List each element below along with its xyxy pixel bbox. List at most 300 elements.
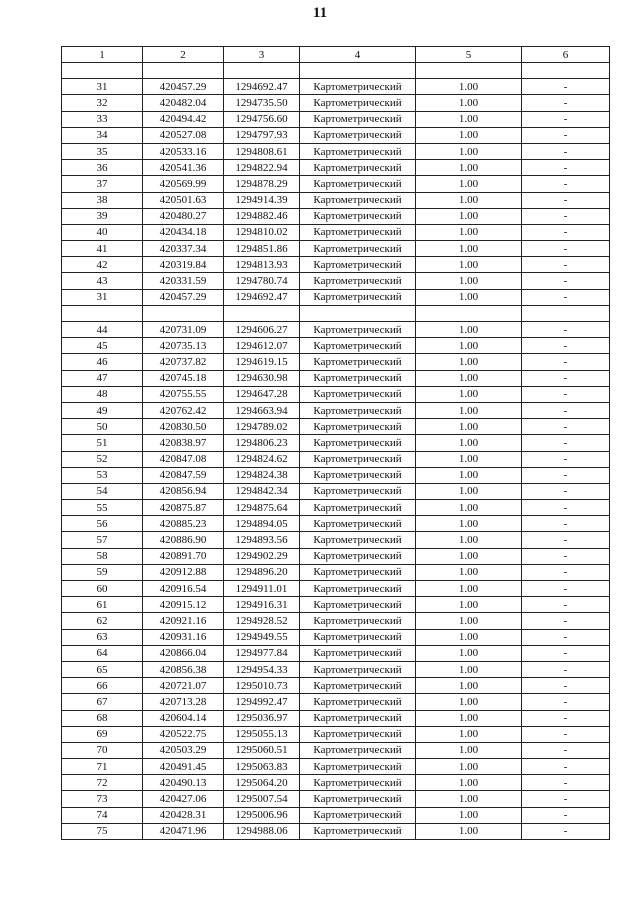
table-cell: 420921.16 <box>143 613 224 629</box>
table-cell: 1294735.50 <box>224 95 300 111</box>
table-cell: 420847.59 <box>143 467 224 483</box>
table-cell: Картометрический <box>300 710 416 726</box>
table-row <box>62 111 610 127</box>
table-cell: Картометрический <box>300 597 416 613</box>
table-row <box>62 176 610 192</box>
table-cell: 1294756.60 <box>224 111 300 127</box>
table-cell: 53 <box>62 467 143 483</box>
table-cell: 420737.82 <box>143 354 224 370</box>
table-cell: 68 <box>62 710 143 726</box>
table-cell: 39 <box>62 208 143 224</box>
table-row <box>62 516 610 532</box>
table-header <box>62 47 610 63</box>
table-cell: - <box>522 241 610 257</box>
table-cell: - <box>522 726 610 742</box>
table-cell: - <box>522 807 610 823</box>
table-cell: 1295060.51 <box>224 742 300 758</box>
table-cell: 1294810.02 <box>224 224 300 240</box>
table-cell: Картометрический <box>300 289 416 305</box>
table-cell: 420533.16 <box>143 143 224 159</box>
table-cell: 1295064.20 <box>224 775 300 791</box>
table-cell: 1.00 <box>416 532 522 548</box>
table-row <box>62 143 610 159</box>
table-cell: 1294896.20 <box>224 564 300 580</box>
table-row <box>62 710 610 726</box>
header-cell: 5 <box>416 47 522 63</box>
table-cell: 1.00 <box>416 775 522 791</box>
table-row <box>62 273 610 289</box>
header-row <box>62 47 610 63</box>
table-cell: 33 <box>62 111 143 127</box>
table-cell: 50 <box>62 419 143 435</box>
table-cell: 1294928.52 <box>224 613 300 629</box>
table-cell: - <box>522 532 610 548</box>
table-cell: Картометрический <box>300 208 416 224</box>
table-row <box>62 726 610 742</box>
table-cell: - <box>522 710 610 726</box>
table-row <box>62 467 610 483</box>
table-cell: - <box>522 338 610 354</box>
table-cell: 43 <box>62 273 143 289</box>
table-cell: 67 <box>62 694 143 710</box>
table-cell: 1.00 <box>416 726 522 742</box>
header-cell: 6 <box>522 47 610 63</box>
table-cell: 420856.94 <box>143 483 224 499</box>
table-cell: - <box>522 516 610 532</box>
table-cell: Картометрический <box>300 516 416 532</box>
table-cell: 420503.29 <box>143 742 224 758</box>
table-cell: 1.00 <box>416 710 522 726</box>
table-cell: Картометрический <box>300 726 416 742</box>
table-cell: 1294882.46 <box>224 208 300 224</box>
table-cell: 1295006.96 <box>224 807 300 823</box>
table-cell: 420731.09 <box>143 322 224 338</box>
table-cell: 1.00 <box>416 273 522 289</box>
table-cell: 1.00 <box>416 386 522 402</box>
table-cell: 1294630.98 <box>224 370 300 386</box>
table-cell: 420915.12 <box>143 597 224 613</box>
table-cell: Картометрический <box>300 143 416 159</box>
table-cell: - <box>522 742 610 758</box>
table-cell: 1.00 <box>416 289 522 305</box>
empty-cell <box>62 63 143 79</box>
table-cell: 31 <box>62 79 143 95</box>
table-cell: 1.00 <box>416 435 522 451</box>
table-cell: 420457.29 <box>143 79 224 95</box>
table-cell: - <box>522 127 610 143</box>
table-cell: 1.00 <box>416 467 522 483</box>
page-number: 11 <box>312 5 328 21</box>
table-row <box>62 127 610 143</box>
table-cell: 420830.50 <box>143 419 224 435</box>
table-row <box>62 791 610 807</box>
table-cell: 1294878.29 <box>224 176 300 192</box>
empty-cell <box>416 63 522 79</box>
table-cell: - <box>522 791 610 807</box>
table-row <box>62 354 610 370</box>
table-cell: 1294902.29 <box>224 548 300 564</box>
table-cell: 1295036.97 <box>224 710 300 726</box>
table-cell: 420428.31 <box>143 807 224 823</box>
table-row <box>62 451 610 467</box>
table-cell: 1.00 <box>416 111 522 127</box>
table-cell: 74 <box>62 807 143 823</box>
table-cell: 31 <box>62 289 143 305</box>
table-body <box>62 63 610 840</box>
table-cell: 66 <box>62 678 143 694</box>
separator-row <box>62 305 610 321</box>
table-cell: 1294988.06 <box>224 823 300 839</box>
table-cell: 420541.36 <box>143 160 224 176</box>
table-cell: 420847.08 <box>143 451 224 467</box>
table-cell: - <box>522 629 610 645</box>
empty-cell <box>143 63 224 79</box>
table-row <box>62 160 610 176</box>
table-row <box>62 694 610 710</box>
table-cell: 1294692.47 <box>224 289 300 305</box>
table-cell: - <box>522 224 610 240</box>
table-cell: 45 <box>62 338 143 354</box>
table-cell: Картометрический <box>300 111 416 127</box>
table-cell: - <box>522 289 610 305</box>
table-cell: 420569.99 <box>143 176 224 192</box>
empty-cell <box>522 305 610 321</box>
table-cell: 57 <box>62 532 143 548</box>
table-cell: Картометрический <box>300 661 416 677</box>
table-cell: 69 <box>62 726 143 742</box>
table-cell: Картометрический <box>300 354 416 370</box>
table-cell: 420337.34 <box>143 241 224 257</box>
table-cell: - <box>522 661 610 677</box>
table-cell: Картометрический <box>300 613 416 629</box>
table-cell: 420875.87 <box>143 500 224 516</box>
table-cell: 1.00 <box>416 500 522 516</box>
table-cell: - <box>522 322 610 338</box>
table-cell: 420762.42 <box>143 402 224 418</box>
table-cell: Картометрический <box>300 564 416 580</box>
table-cell: 1294824.62 <box>224 451 300 467</box>
table-cell: 1.00 <box>416 451 522 467</box>
table-cell: 420713.28 <box>143 694 224 710</box>
table-cell: 32 <box>62 95 143 111</box>
empty-cell <box>300 63 416 79</box>
table-cell: 1.00 <box>416 160 522 176</box>
table-cell: 1.00 <box>416 370 522 386</box>
table-row <box>62 807 610 823</box>
table-cell: 1.00 <box>416 613 522 629</box>
table-cell: 420471.96 <box>143 823 224 839</box>
empty-cell <box>224 63 300 79</box>
table-cell: Картометрический <box>300 192 416 208</box>
table-row <box>62 435 610 451</box>
table-cell: 420886.90 <box>143 532 224 548</box>
empty-cell <box>416 305 522 321</box>
table-row <box>62 370 610 386</box>
table-cell: 1294977.84 <box>224 645 300 661</box>
empty-cell <box>62 305 143 321</box>
table-cell: 1.00 <box>416 176 522 192</box>
table-cell: 1.00 <box>416 95 522 111</box>
table-cell: - <box>522 694 610 710</box>
table-cell: - <box>522 419 610 435</box>
table-row <box>62 402 610 418</box>
table-cell: 1.00 <box>416 645 522 661</box>
table-cell: Картометрический <box>300 402 416 418</box>
coordinates-table <box>61 46 610 840</box>
table-cell: - <box>522 402 610 418</box>
table-row <box>62 613 610 629</box>
table-cell: Картометрический <box>300 791 416 807</box>
table-cell: Картометрический <box>300 160 416 176</box>
table-cell: 1294875.64 <box>224 500 300 516</box>
table-cell: 1294914.39 <box>224 192 300 208</box>
table-cell: 62 <box>62 613 143 629</box>
table-cell: 420838.97 <box>143 435 224 451</box>
table-cell: 420885.23 <box>143 516 224 532</box>
table-cell: 1.00 <box>416 208 522 224</box>
table-cell: 1294797.93 <box>224 127 300 143</box>
table-cell: 1.00 <box>416 354 522 370</box>
table-cell: 71 <box>62 759 143 775</box>
table-cell: - <box>522 143 610 159</box>
table-cell: 1.00 <box>416 759 522 775</box>
table-cell: 72 <box>62 775 143 791</box>
table-cell: Картометрический <box>300 176 416 192</box>
table-cell: 1.00 <box>416 694 522 710</box>
header-cell: 4 <box>300 47 416 63</box>
table-cell: 420866.04 <box>143 645 224 661</box>
table-cell: 1294916.31 <box>224 597 300 613</box>
table-cell: - <box>522 759 610 775</box>
table-cell: Картометрический <box>300 645 416 661</box>
table-row <box>62 823 610 839</box>
table-cell: 1294606.27 <box>224 322 300 338</box>
table-cell: 1294992.47 <box>224 694 300 710</box>
table-cell: Картометрический <box>300 807 416 823</box>
table-cell: 420735.13 <box>143 338 224 354</box>
table-cell: Картометрический <box>300 241 416 257</box>
table-row <box>62 645 610 661</box>
table-row <box>62 79 610 95</box>
table-cell: - <box>522 208 610 224</box>
table-cell: 1294911.01 <box>224 581 300 597</box>
table-cell: Картометрический <box>300 759 416 775</box>
table-cell: 1.00 <box>416 791 522 807</box>
table-row <box>62 661 610 677</box>
table-cell: 420527.08 <box>143 127 224 143</box>
table-cell: 1294647.28 <box>224 386 300 402</box>
table-row <box>62 95 610 111</box>
table-cell: - <box>522 257 610 273</box>
table-cell: Картометрический <box>300 451 416 467</box>
table-cell: Картометрический <box>300 742 416 758</box>
empty-cell <box>143 305 224 321</box>
table-row <box>62 581 610 597</box>
table-cell: 55 <box>62 500 143 516</box>
table-cell: - <box>522 160 610 176</box>
table-cell: 1294806.23 <box>224 435 300 451</box>
table-cell: Картометрический <box>300 823 416 839</box>
table-row <box>62 759 610 775</box>
table-cell: Картометрический <box>300 257 416 273</box>
table-cell: Картометрический <box>300 467 416 483</box>
table-cell: 1295007.54 <box>224 791 300 807</box>
table-cell: 73 <box>62 791 143 807</box>
table-row <box>62 419 610 435</box>
table-cell: - <box>522 613 610 629</box>
table-cell: 1294824.38 <box>224 467 300 483</box>
table-row <box>62 775 610 791</box>
table-cell: Картометрический <box>300 386 416 402</box>
table-row <box>62 289 610 305</box>
table-cell: 1294813.93 <box>224 257 300 273</box>
table-cell: 1294842.34 <box>224 483 300 499</box>
table-cell: 58 <box>62 548 143 564</box>
table-cell: 1.00 <box>416 516 522 532</box>
table-cell: 63 <box>62 629 143 645</box>
table-cell: 1.00 <box>416 257 522 273</box>
table-cell: 41 <box>62 241 143 257</box>
header-cell: 1 <box>62 47 143 63</box>
table-cell: 1.00 <box>416 192 522 208</box>
table-row <box>62 483 610 499</box>
table-cell: 1294780.74 <box>224 273 300 289</box>
table-cell: Картометрический <box>300 483 416 499</box>
table-cell: - <box>522 111 610 127</box>
table-cell: 420501.63 <box>143 192 224 208</box>
table-cell: 56 <box>62 516 143 532</box>
table-cell: 1295055.13 <box>224 726 300 742</box>
table-cell: 1.00 <box>416 661 522 677</box>
table-cell: 60 <box>62 581 143 597</box>
table-cell: 48 <box>62 386 143 402</box>
table-cell: 420427.06 <box>143 791 224 807</box>
table-cell: 1294954.33 <box>224 661 300 677</box>
table-cell: Картометрический <box>300 581 416 597</box>
empty-cell <box>300 305 416 321</box>
table-cell: Картометрический <box>300 79 416 95</box>
table-cell: Картометрический <box>300 775 416 791</box>
table-cell: - <box>522 483 610 499</box>
table-row <box>62 500 610 516</box>
table-cell: 1.00 <box>416 419 522 435</box>
table-cell: 1.00 <box>416 127 522 143</box>
table-cell: Картометрический <box>300 224 416 240</box>
table-row <box>62 208 610 224</box>
table-cell: 420490.13 <box>143 775 224 791</box>
table-row <box>62 629 610 645</box>
table-cell: 1.00 <box>416 241 522 257</box>
table-cell: 1294893.56 <box>224 532 300 548</box>
table-cell: 54 <box>62 483 143 499</box>
table-cell: 47 <box>62 370 143 386</box>
table-cell: 1.00 <box>416 678 522 694</box>
table-cell: 420755.55 <box>143 386 224 402</box>
table-cell: - <box>522 564 610 580</box>
table-cell: 38 <box>62 192 143 208</box>
table-cell: 1294692.47 <box>224 79 300 95</box>
table-cell: 1295010.73 <box>224 678 300 694</box>
table-cell: 34 <box>62 127 143 143</box>
table-cell: 1294949.55 <box>224 629 300 645</box>
table-cell: Картометрический <box>300 532 416 548</box>
table-cell: Картометрический <box>300 322 416 338</box>
table-cell: 44 <box>62 322 143 338</box>
table-cell: 61 <box>62 597 143 613</box>
table-cell: 1.00 <box>416 597 522 613</box>
table-cell: 1294808.61 <box>224 143 300 159</box>
table-cell: 420916.54 <box>143 581 224 597</box>
table-cell: 64 <box>62 645 143 661</box>
separator-row <box>62 63 610 79</box>
table-row <box>62 257 610 273</box>
table-cell: 52 <box>62 451 143 467</box>
table-cell: 1.00 <box>416 564 522 580</box>
table-cell: 1294851.86 <box>224 241 300 257</box>
table-cell: 420912.88 <box>143 564 224 580</box>
table-cell: - <box>522 645 610 661</box>
table-cell: 420745.18 <box>143 370 224 386</box>
table-cell: 1294822.94 <box>224 160 300 176</box>
table-cell: Картометрический <box>300 419 416 435</box>
table-cell: 1.00 <box>416 402 522 418</box>
table-cell: 1.00 <box>416 338 522 354</box>
table-cell: 420331.59 <box>143 273 224 289</box>
table-cell: 1294612.07 <box>224 338 300 354</box>
table-cell: 420721.07 <box>143 678 224 694</box>
table-cell: 420482.04 <box>143 95 224 111</box>
table-row <box>62 548 610 564</box>
table-cell: - <box>522 451 610 467</box>
table-cell: 49 <box>62 402 143 418</box>
table-cell: 420931.16 <box>143 629 224 645</box>
table-cell: - <box>522 354 610 370</box>
table-cell: 1.00 <box>416 807 522 823</box>
table-row <box>62 564 610 580</box>
table-cell: 420480.27 <box>143 208 224 224</box>
table-row <box>62 241 610 257</box>
table-cell: 1.00 <box>416 143 522 159</box>
table-cell: 420434.18 <box>143 224 224 240</box>
table-cell: 420522.75 <box>143 726 224 742</box>
table-cell: 36 <box>62 160 143 176</box>
table-cell: Картометрический <box>300 694 416 710</box>
table-cell: 46 <box>62 354 143 370</box>
table-cell: 1.00 <box>416 483 522 499</box>
header-cell: 3 <box>224 47 300 63</box>
header-cell: 2 <box>143 47 224 63</box>
table-cell: - <box>522 597 610 613</box>
table-cell: 35 <box>62 143 143 159</box>
table-cell: 70 <box>62 742 143 758</box>
empty-cell <box>224 305 300 321</box>
table-cell: 42 <box>62 257 143 273</box>
table-cell: - <box>522 273 610 289</box>
table-cell: 65 <box>62 661 143 677</box>
table-cell: 37 <box>62 176 143 192</box>
table-cell: 420494.42 <box>143 111 224 127</box>
empty-cell <box>522 63 610 79</box>
table-cell: - <box>522 435 610 451</box>
table-cell: 1.00 <box>416 581 522 597</box>
table-cell: 420319.84 <box>143 257 224 273</box>
table-cell: 1.00 <box>416 629 522 645</box>
table-cell: - <box>522 581 610 597</box>
table-row <box>62 192 610 208</box>
table-cell: Картометрический <box>300 629 416 645</box>
table-row <box>62 532 610 548</box>
table-cell: 1.00 <box>416 224 522 240</box>
